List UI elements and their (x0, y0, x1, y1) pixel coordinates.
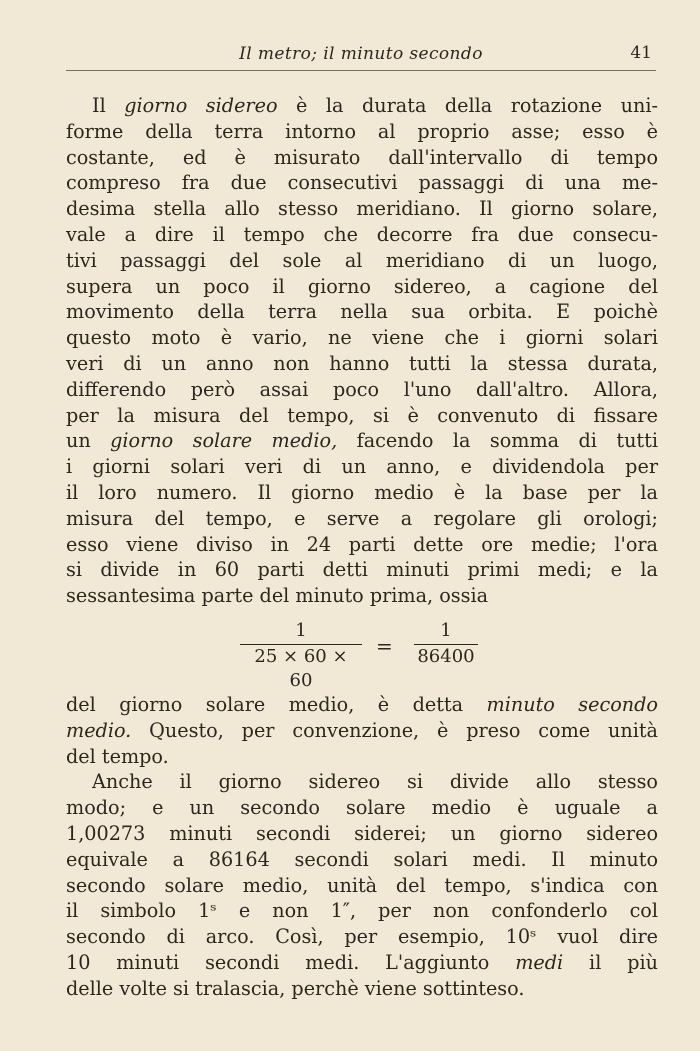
paragraph-3 (66, 769, 658, 1001)
text-run: differendo però assai poco l'uno dall'altro. Allora, (66, 377, 658, 401)
text-run: compreso fra due consecutivi passaggi di una me- (66, 171, 658, 195)
paragraph1-line (66, 222, 658, 248)
page-number: 41 (630, 43, 652, 63)
paragraph3-line (66, 847, 658, 873)
text-run: equivale a 86164 secondi solari medi. Il minuto (66, 847, 658, 871)
italic-term: giorno sidereo (124, 94, 278, 117)
text-run: 1,00273 minuti secondi siderei; un giorno sidereo (66, 821, 658, 845)
paragraph2-line (66, 718, 658, 744)
paragraph1-line (66, 454, 658, 480)
paragraph1-line (66, 583, 658, 609)
equals-sign: = (376, 634, 393, 658)
paragraph1-line (66, 93, 658, 119)
text-run: il loro numero. Il giorno medio è la base per la (66, 480, 658, 504)
text-run: supera un poco il giorno sidereo, a cagione del (66, 274, 658, 298)
paragraphs-2-3 (66, 692, 658, 1002)
paragraph1-line (66, 557, 658, 583)
paragraph1-line (66, 532, 658, 558)
paragraph3-line (66, 821, 658, 847)
text-run: vale a dire il tempo che decorre fra due consecu- (66, 222, 658, 246)
paragraph3-line (66, 950, 658, 976)
text-run: per la misura del tempo, si è convenuto di fissare (66, 403, 658, 427)
paragraph3-line (66, 873, 658, 899)
text-run: esso viene diviso in 24 parti dette ore medie; l'ora (66, 532, 658, 556)
text-run: Il (92, 94, 125, 117)
text-run: questo moto è vario, ne viene che i giorni solari (66, 326, 658, 350)
text-run: sessantesima parte del minuto prima, ossia (66, 584, 489, 608)
text-run: costante, ed è misurato dall'intervallo di tempo (66, 145, 658, 169)
text-run: desima stella allo stesso meridiano. Il giorno solare, (66, 197, 658, 221)
paragraph1-line (66, 351, 658, 377)
formula (240, 620, 490, 691)
fraction-left-denominator: 25 × 60 × 60 (240, 644, 362, 693)
paragraph1-line (66, 196, 658, 222)
paragraph1-line (66, 299, 658, 325)
paragraph1-line (66, 506, 658, 532)
text-run: è la durata della rotazione uni- (277, 94, 658, 117)
text-run: forme della terra intorno al proprio asse; esso è (66, 119, 658, 143)
paragraph-1 (66, 93, 658, 609)
fraction-left (240, 620, 362, 693)
paragraph3-line (66, 769, 658, 795)
paragraph2-line (66, 744, 658, 770)
text-run: Anche il giorno sidereo si divide allo stesso (92, 770, 658, 794)
text-run: modo; e un secondo solare medio è uguale a (66, 796, 658, 820)
paragraph1-line (66, 377, 658, 403)
text-run: il simbolo 1ˢ e non 1″, per non confonderlo col (66, 899, 658, 923)
text-run: il più (563, 950, 658, 974)
text-run: del giorno solare medio, è detta (66, 693, 487, 716)
text-run: Questo, per convenzione, è preso come unità (131, 718, 658, 742)
italic-term: giorno solare medio, (110, 429, 338, 453)
fraction-right-denominator: 86400 (414, 644, 478, 669)
text-run: veri di un anno non hanno tutti la stessa durata, (66, 351, 658, 375)
text-run: facendo la somma di tutti (337, 429, 658, 453)
text-run: un (66, 429, 111, 453)
text-run: 10 minuti secondi medi. L'aggiunto (66, 950, 516, 974)
paragraph1-line (66, 403, 658, 429)
text-run: i giorni solari veri di un anno, e dividendola per (66, 455, 658, 479)
paragraph1-line (66, 325, 658, 351)
paragraph3-line (66, 795, 658, 821)
paragraph1-line (66, 428, 658, 454)
paragraph3-line (66, 898, 658, 924)
text-run: secondo solare medio, unità del tempo, s'indica con (66, 873, 658, 897)
paragraph2-line (66, 692, 658, 718)
text-run: delle volte si tralascia, perchè viene sottinteso. (66, 976, 525, 1000)
paragraph3-line (66, 976, 658, 1002)
text-run: del tempo. (66, 744, 169, 768)
text-run: movimento della terra nella sua orbita. E poichè (66, 300, 658, 324)
paragraph1-line (66, 170, 658, 196)
page-header (66, 40, 656, 71)
fraction-right-numerator: 1 (440, 620, 452, 641)
text-run: secondo di arco. Così, per esempio, 10ˢ vuol dire (66, 925, 658, 949)
text-run: misura del tempo, e serve a regolare gli orologi; (66, 506, 658, 530)
running-title: Il metro; il minuto secondo (239, 44, 483, 64)
paragraph1-line (66, 480, 658, 506)
fraction-right (414, 620, 478, 669)
italic-term: medio. (66, 718, 132, 742)
paragraph1-line (66, 248, 658, 274)
paragraph1-line (66, 274, 658, 300)
paragraph1-line (66, 119, 658, 145)
fraction-left-numerator: 1 (295, 620, 307, 641)
italic-term: minuto secondo (486, 693, 658, 716)
italic-term: medi (515, 950, 564, 974)
text-run: tivi passaggi del sole al meridiano di un luogo, (66, 248, 658, 272)
paragraph3-line (66, 924, 658, 950)
paragraph1-line (66, 145, 658, 171)
text-run: si divide in 60 parti detti minuti primi medi; e la (66, 558, 658, 582)
